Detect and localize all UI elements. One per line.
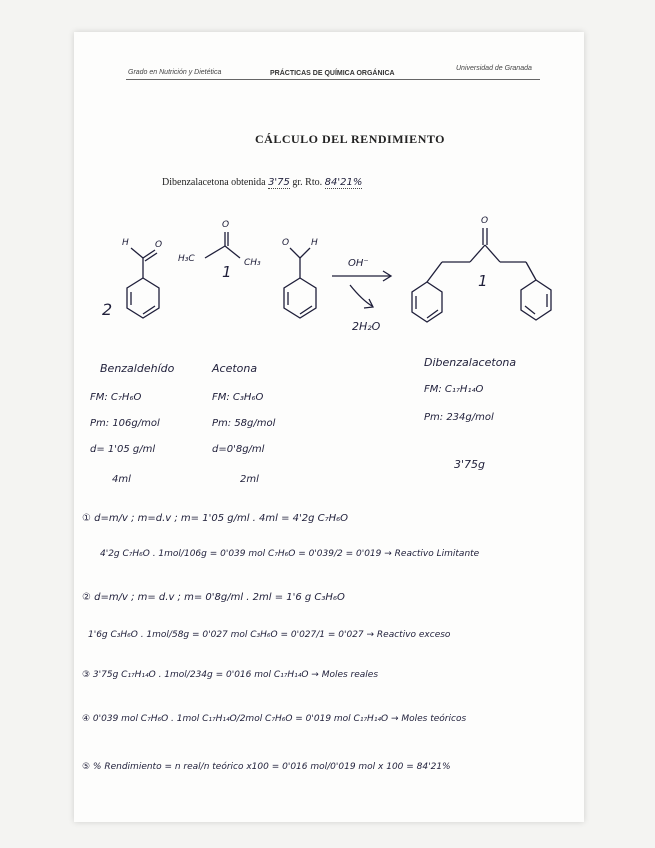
product-fm: FM: C₁₇H₁₄O: [424, 384, 484, 395]
product-name: Dibenzalacetona: [424, 356, 517, 369]
catalyst-label: OH⁻: [348, 258, 369, 269]
byproduct-label: 2H₂O: [352, 320, 381, 333]
header-course: PRÁCTICAS DE QUÍMICA ORGÁNICA: [270, 70, 395, 77]
acetone-density: d=0'8g/ml: [212, 444, 265, 455]
acetone-fm: FM: C₃H₆O: [212, 392, 264, 403]
step2-line1: ② d=m/v ; m= d.v ; m= 0'8g/ml . 2ml = 1'6 g C₃H₆O: [82, 592, 345, 603]
benzaldehyde-ring-2: [284, 278, 316, 318]
obtained-label: Dibenzalacetona obtenida: [162, 177, 266, 188]
benzaldehyde-pm: Pm: 106g/mol: [90, 418, 160, 429]
aldehyde2-h-label: H: [311, 238, 318, 248]
acetone-left-methyl: H₃C: [178, 254, 195, 264]
obtained-unit: gr. Rto.: [292, 177, 323, 188]
acetone-coefficient: 1: [222, 263, 232, 281]
benzaldehyde-ring: [127, 278, 159, 318]
benzaldehyde-volume: 4ml: [112, 474, 131, 485]
header-degree: Grado en Nutrición y Dietética: [128, 69, 222, 76]
aldehyde-o-label: O: [155, 240, 163, 250]
benzaldehyde-name: Benzaldehído: [100, 362, 175, 375]
benzaldehyde-coefficient: 2: [102, 300, 113, 319]
page-title: CÁLCULO DEL RENDIMIENTO: [255, 132, 445, 146]
step5-line: ⑤ % Rendimiento = n real/n teórico x100 = 0'016 mol/0'019 mol x 100 = 84'21%: [82, 762, 451, 772]
step2-line2: 1'6g C₃H₆O . 1mol/58g = 0'027 mol C₃H₆O = 0'027/1 = 0'027 → Reactivo exceso: [88, 630, 451, 640]
benzaldehyde-fm: FM: C₇H₆O: [90, 392, 142, 403]
step1-line2: 4'2g C₇H₆O . 1mol/106g = 0'039 mol C₇H₆O = 0'039/2 = 0'019 → Reactivo Limitante: [100, 549, 480, 559]
product-mass: 3'75g: [454, 458, 486, 471]
aldehyde2-o-label: O: [282, 238, 290, 248]
benzaldehyde-density: d= 1'05 g/ml: [90, 444, 156, 455]
product-pm: Pm: 234g/mol: [424, 412, 494, 423]
step3-line: ③ 3'75g C₁₇H₁₄O . 1mol/234g = 0'016 mol C₁₇H₁₄O → Moles reales: [82, 670, 379, 680]
product-coefficient: 1: [478, 272, 488, 290]
acetone-name: Acetona: [212, 362, 258, 375]
step4-line: ④ 0'039 mol C₇H₆O . 1mol C₁₇H₁₄O/2mol C₇H₆O = 0'019 mol C₁₇H₁₄O → Moles teóricos: [82, 714, 467, 724]
aldehyde-h-label: H: [122, 238, 129, 248]
obtained-mass: 3'75: [268, 177, 290, 188]
acetone-pm: Pm: 58g/mol: [212, 418, 276, 429]
header-university: Universidad de Granada: [456, 65, 532, 72]
product-o-label: O: [481, 216, 489, 226]
ketone-o-label: O: [222, 220, 230, 230]
acetone-right-methyl: CH₃: [244, 258, 261, 268]
obtained-yield: 84'21%: [324, 177, 363, 188]
acetone-volume: 2ml: [240, 474, 259, 485]
step1-line1: ① d=m/v ; m=d.v ; m= 1'05 g/ml . 4ml = 4'2g C₇H₆O: [82, 513, 349, 524]
